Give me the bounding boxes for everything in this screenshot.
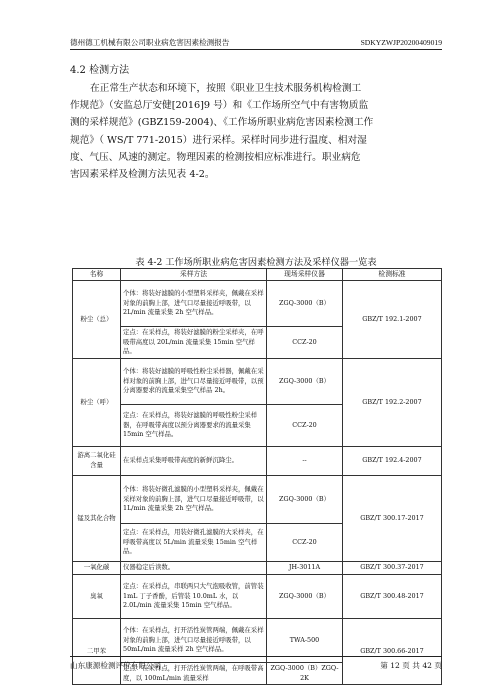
hazard-name: 粉尘（总） xyxy=(73,281,121,359)
paragraph-line: 度、气压、风速的测定。物理因素的检测按相应标准进行。职业病危 xyxy=(70,151,361,163)
hazard-name: 臭氧 xyxy=(73,575,121,619)
test-standard: GBZ/T 192.2-2007 xyxy=(343,359,442,447)
sampling-method: 定点：在采样点，串联两只大气泡吸收管，前管装 1mL 丁子香酚，后管装 10.0mL 水，以 2.0L/min 流量采集 15min 空气样品。 xyxy=(121,575,267,619)
paragraph-line: 在正常生产状态和环境下，按照《职业卫生技术服务机构检测工 xyxy=(90,83,362,94)
header-company: 德州德工机械有限公司职业病危害因素检测报告 xyxy=(70,38,230,47)
sampling-method: 个体：在采样点，打开活性炭管两端，佩戴在采样对象的前胸上部，进气口尽量接近呼吸带，以 50mL/min 流量采样 2h 空气样品。 xyxy=(121,619,267,663)
sampling-instrument: ZGQ-3000（B） xyxy=(267,359,343,405)
sampling-instrument: ZGQ-3000（B） xyxy=(267,476,343,524)
sampling-instrument: CCZ-20 xyxy=(267,405,343,447)
sampling-method: 个体：将装好滤膜的呼吸性粉尘采样器，佩戴在采样对象的前胸上部，进气口尽量接近呼吸带，以预分离器要求的流量采集空气样品 2h。 xyxy=(121,359,267,405)
hazard-name: 一氧化碳 xyxy=(73,562,121,575)
sampling-instrument: CCZ-20 xyxy=(267,524,343,562)
table-row xyxy=(73,562,442,575)
sampling-method: 个体：将装好滤膜的小型塑料采样夹，佩戴在采样对象的前胸上部，进气口尽量接近呼吸带，以 2L/min 流量采集 2h 空气样品。 xyxy=(121,281,267,327)
table-header-row xyxy=(73,269,442,281)
hazard-name: 粉尘（呼） xyxy=(73,359,121,447)
sampling-instrument: JH-3011A xyxy=(267,562,343,575)
sampling-method: 定点：在采样点，用装好微孔滤膜的大采样夹，在呼吸带高度以 5L/min 流量采集 15min 空气样品。 xyxy=(121,524,267,562)
table-row xyxy=(73,476,442,524)
paragraph-line: 害因素采样及检测方法见表 4-2。 xyxy=(70,169,215,181)
column-header-method: 采样方法 xyxy=(121,269,267,281)
sampling-method: 仪器稳定后读数。 xyxy=(121,562,267,575)
sampling-instrument: -- xyxy=(267,447,343,476)
column-header-instrument: 现场采样仪器 xyxy=(267,269,343,281)
sampling-method: 在采样点采集呼吸带高度的新鲜沉降尘。 xyxy=(121,447,267,476)
methods-table xyxy=(72,268,442,685)
sampling-instrument: ZGQ-3000（B）ZGQ-2K xyxy=(267,663,343,685)
table-row xyxy=(73,359,442,405)
sampling-instrument: ZGQ-3000（B） xyxy=(267,281,343,327)
page-footer xyxy=(70,656,442,671)
table-row xyxy=(73,281,442,327)
footer-company: 山东康源检测评价有限公司 xyxy=(70,661,162,670)
sampling-method: 定点：在采样点，将装好滤膜的粉尘采样夹，在呼吸带高度以 20L/min 流量采集 15min 空气样品。 xyxy=(121,327,267,359)
body-paragraph xyxy=(70,80,442,183)
test-standard: GBZ/T 300.17-2017 xyxy=(343,476,442,562)
header-report-number: SDKYZWJP20200409019 xyxy=(360,38,442,47)
sampling-instrument: CCZ-20 xyxy=(267,327,343,359)
test-standard: GBZ/T 300.48-2017 xyxy=(343,575,442,619)
test-standard: GBZ/T 300.37-2017 xyxy=(343,562,442,575)
paragraph-line: 作规范》（安监总厅安健[2016]9 号）和《工作场所空气中有害物质监 xyxy=(70,100,369,112)
test-standard: GBZ/T 192.1-2007 xyxy=(343,281,442,359)
table-row xyxy=(73,575,442,619)
hazard-name: 游离二氧化硅含量 xyxy=(73,447,121,476)
paragraph-line: 规范》（ WS/T 771-2015）进行采样。采样时同步进行温度、相对湿 xyxy=(70,134,367,146)
column-header-standard: 检测标准 xyxy=(343,269,442,281)
column-header-name: 名称 xyxy=(73,269,121,281)
page-number: 第 12 页 共 42 页 xyxy=(380,661,442,670)
hazard-name: 锰及其化合物 xyxy=(73,476,121,562)
page-header xyxy=(70,34,442,50)
sampling-instrument: TWA-500 xyxy=(267,619,343,663)
sampling-method: 个体：将装好微孔滤膜的小型塑料采样夹，佩戴在采样对象的前胸上部，进气口尽量接近呼吸带，以 1L/min 流量采集 2h 空气样品。 xyxy=(121,476,267,524)
sampling-instrument: ZGQ-3000（B） xyxy=(267,575,343,619)
table-row xyxy=(73,447,442,476)
section-heading: 4.2 检测方法 xyxy=(70,65,130,76)
test-standard: GBZ/T 300.66-2017 xyxy=(343,619,442,685)
paragraph-line: 测的采样规范》(GBZ159-2004)、《工作场所职业病危害因素检测工作 xyxy=(70,117,374,129)
test-standard: GBZ/T 192.4-2007 xyxy=(343,447,442,476)
hazard-name: 二甲苯 xyxy=(73,619,121,685)
table-caption: 表 4-2 工作场所职业病危害因素检测方法及采样仪器一览表 xyxy=(135,257,377,268)
sampling-method: 定点：在采样点，打开活性炭管两端，在呼吸带高度，以 100mL/min 流量采样 xyxy=(121,663,267,685)
sampling-method: 定点：在采样点，将装好滤膜的呼吸性粉尘采样器，在呼吸带高度以预分离器要求的流量采集 15min 空气样品。 xyxy=(121,405,267,447)
